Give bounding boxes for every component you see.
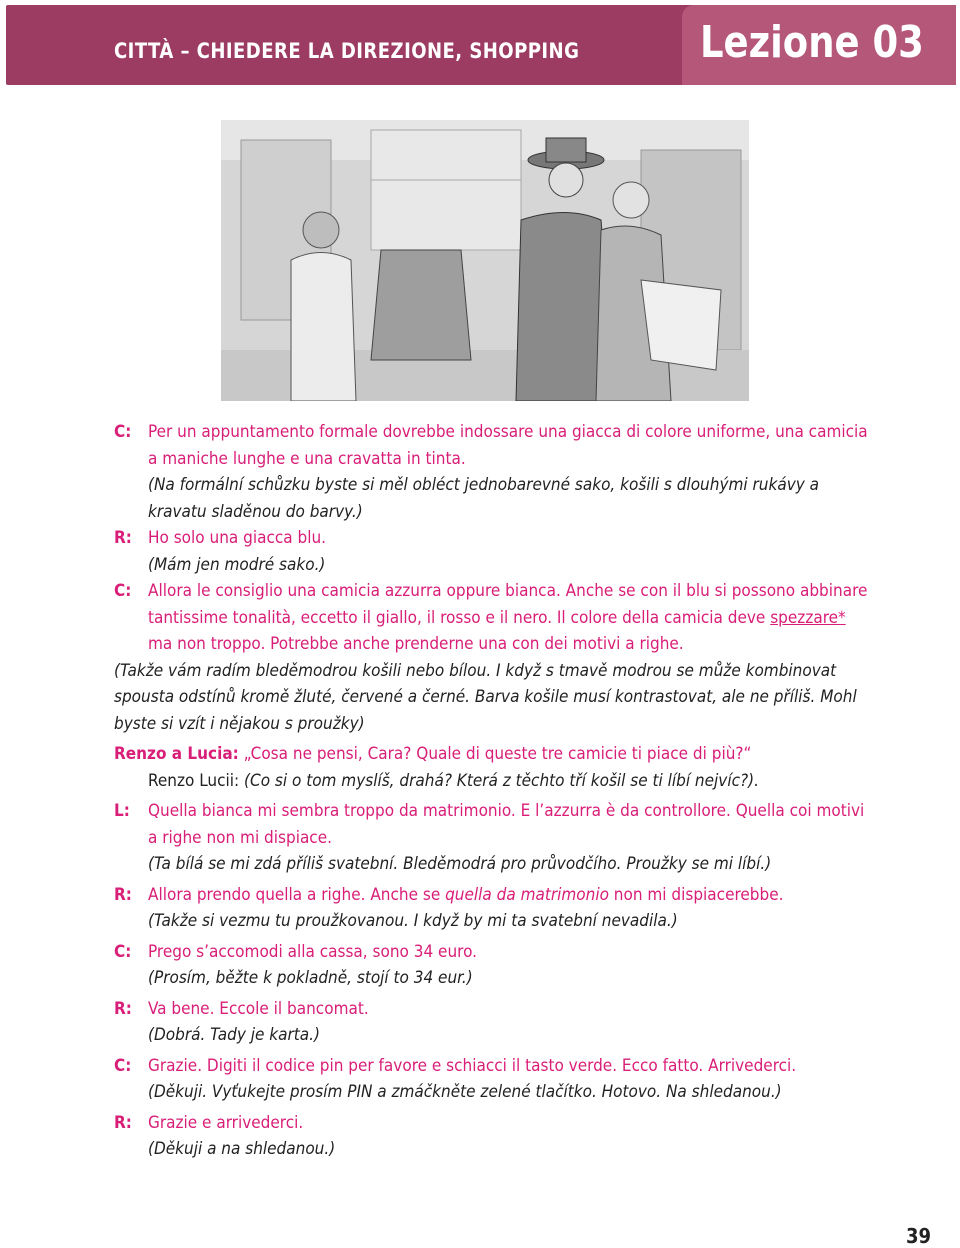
czech-prefix: Renzo Lucii: bbox=[148, 770, 245, 791]
italian-line bbox=[114, 741, 874, 768]
czech-translation: (Děkuji a na shledanou.) bbox=[148, 1139, 336, 1159]
shop-illustration bbox=[221, 120, 749, 401]
czech-text: (Co si o tom myslíš, drahá? Která z těchto tří košil se ti líbí nejvíc?). bbox=[244, 770, 759, 791]
page-number: 39 bbox=[906, 1224, 932, 1248]
czech-translation bbox=[114, 768, 874, 795]
czech-translation: (Na formální schůzku byste si měl obléct jednobarevné sako, košili s dlouhými rukávy a kravatu sladěnou do barvy.) bbox=[148, 475, 820, 522]
italian-line: Quella bianca mi sembra troppo da matrimonio. E l’azzurra è da controllore. Quella coi motivi a righe non mi dispiace. bbox=[148, 801, 865, 848]
lesson-label: Lezione 03 bbox=[700, 17, 924, 68]
italian-line: Prego s’accomodi alla cassa, sono 34 euro. bbox=[148, 941, 477, 962]
italian-text: „Cosa ne pensi, Cara? Quale di queste tre camicie ti piace di più?“ bbox=[243, 744, 752, 764]
czech-translation: (Takže si vezmu tu proužkovanou. I když by mi ta svatební nevadila.) bbox=[148, 911, 678, 931]
italian-line: Ho solo una giacca blu. bbox=[148, 528, 327, 548]
italian-text: non mi dispiacerebbe. bbox=[608, 884, 784, 905]
italian-line: Grazie. Digiti il codice pin per favore e schiacci il tasto verde. Ecco fatto. Arrivederci. bbox=[148, 1055, 797, 1076]
speaker-label: R: bbox=[114, 528, 132, 548]
speaker-label: C: bbox=[114, 941, 132, 962]
czech-translation: (Děkuji. Vyťukejte prosím PIN a zmáčkněte zelené tlačítko. Hotovo. Na shledanou.) bbox=[148, 1082, 782, 1102]
italian-line bbox=[148, 578, 874, 658]
czech-translation: (Prosím, běžte k pokladně, stojí to 34 eur.) bbox=[148, 968, 473, 988]
dialog-line bbox=[114, 419, 874, 525]
dialog-line bbox=[114, 996, 874, 1049]
dialog-line bbox=[114, 939, 874, 992]
speaker-label: R: bbox=[114, 998, 132, 1019]
dialog-line bbox=[114, 1053, 874, 1106]
dialog-line bbox=[114, 741, 874, 794]
italian-text: Allora le consiglio una camicia azzurra oppure bianca. Anche se con il blu si possono abbinare tantissime tonalità, eccetto il giallo, il rosso e il nero. Il colore della camicia deve bbox=[148, 581, 868, 628]
czech-translation: (Dobrá. Tady je karta.) bbox=[148, 1025, 320, 1045]
italian-line bbox=[148, 882, 874, 909]
dialog-translation-block bbox=[114, 658, 874, 738]
lesson-tab bbox=[682, 5, 956, 85]
dialog bbox=[114, 419, 874, 1163]
dialog-line bbox=[114, 798, 874, 878]
header-bar bbox=[6, 5, 956, 85]
speaker-label: R: bbox=[114, 1112, 132, 1133]
section-title: CITTÀ – CHIEDERE LA DIREZIONE, SHOPPING bbox=[114, 39, 580, 63]
dialog-line bbox=[114, 882, 874, 935]
czech-translation: (Mám jen modré sako.) bbox=[148, 554, 326, 575]
dialog-line bbox=[114, 525, 874, 578]
dialog-line bbox=[114, 578, 874, 658]
italian-line: Va bene. Eccole il bancomat. bbox=[148, 998, 369, 1019]
speaker-label: Renzo a Lucia: bbox=[114, 744, 239, 764]
speaker-label: C: bbox=[114, 581, 132, 601]
italian-text: Allora prendo quella a righe. Anche se bbox=[148, 884, 446, 905]
czech-translation: (Ta bílá se mi zdá příliš svatební. Bleděmodrá pro průvodčího. Proužky se mi líbí.) bbox=[148, 854, 772, 874]
czech-text: (Takže vám radím bleděmodrou košili nebo bílou. I když s tmavě modrou se může kombinovat spousta odstínů kromě žluté, červené a černé. Barva košile musí kontrastovat, ale ne příliš. Mohl byste si vzít i nějakou s proužky) bbox=[114, 660, 857, 734]
speaker-label: R: bbox=[114, 884, 132, 905]
dialog-line bbox=[114, 1110, 874, 1163]
speaker-label: C: bbox=[114, 422, 132, 442]
italian-line: Grazie e arrivederci. bbox=[148, 1112, 304, 1133]
footnote-term: spezzare* bbox=[770, 607, 846, 628]
italian-line: Per un appuntamento formale dovrebbe indossare una giacca di colore uniforme, una camicia a maniche lunghe e una cravatta in tinta. bbox=[148, 422, 868, 469]
italian-emphasis: quella da matrimonio bbox=[445, 884, 609, 905]
speaker-label: C: bbox=[114, 1055, 132, 1076]
czech-translation bbox=[114, 658, 874, 738]
italian-text: ma non troppo. Potrebbe anche prenderne una con dei motivi a righe. bbox=[148, 634, 684, 654]
speaker-label: L: bbox=[114, 801, 130, 821]
